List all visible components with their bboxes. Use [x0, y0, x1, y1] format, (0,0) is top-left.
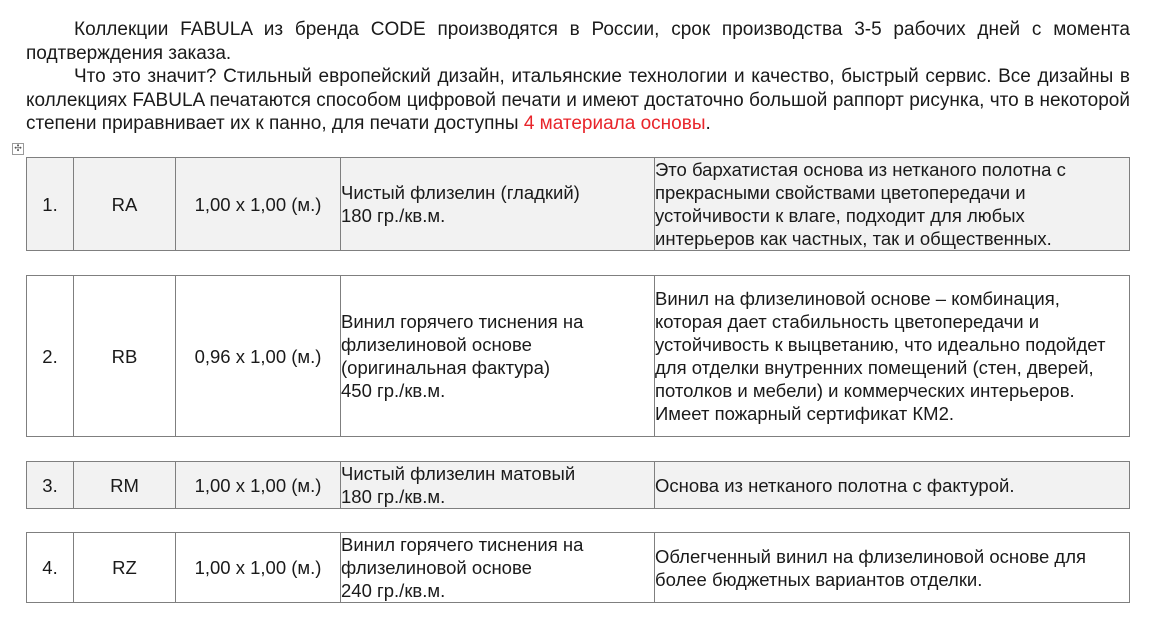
material-density: 240 гр./кв.м. — [341, 580, 446, 601]
intro-paragraph-2-text: Что это значит? Стильный европейский дизайн, итальянские технологии и качество, быстрый сервис. Все дизайны в коллекциях FABULA печатаются способом цифровой печати и имеют достаточно большой раппорт рисунка, что в некоторой степени приравнивает их к панно, для печати доступны — [26, 66, 1130, 134]
material-name — [341, 462, 655, 509]
material-size: 0,96 х 1,00 (м.) — [176, 276, 341, 437]
material-name — [341, 533, 655, 603]
material-number: 4. — [27, 533, 74, 603]
material-name-line: Чистый флизелин матовый — [341, 463, 576, 484]
intro-paragraph-2-end: . — [705, 113, 711, 134]
material-size: 1,00 х 1,00 (м.) — [176, 533, 341, 603]
table-row — [27, 462, 1130, 509]
material-description: Основа из нетканого полотна с фактурой. — [655, 462, 1130, 509]
material-number: 3. — [27, 462, 74, 509]
table-row — [27, 533, 1130, 603]
material-name-line: Чистый флизелин (гладкий) — [341, 182, 580, 203]
material-name — [341, 276, 655, 437]
intro-paragraph-1: Коллекции FABULA из бренда CODE производятся в России, срок производства 3-5 рабочих дней с момента подтверждения заказа. — [26, 19, 1130, 64]
intro-text — [26, 18, 1130, 136]
material-density: 180 гр./кв.м. — [341, 205, 446, 226]
move-cross-icon[interactable]: ✣ — [12, 143, 24, 155]
table-row — [27, 276, 1130, 437]
material-code: RA — [74, 158, 176, 251]
material-table-ra — [26, 157, 1130, 251]
material-code: RZ — [74, 533, 176, 603]
table-row — [27, 158, 1130, 251]
material-description: Винил на флизелиновой основе – комбинация, которая дает стабильность цветопередачи и устойчивость к выцветанию, что идеально подойдет для отделки внутренних помещений (стен, дверей, потолков и мебели) и коммерческих интерьеров. Имеет пожарный сертификат КМ2. — [655, 276, 1130, 437]
material-table-rb — [26, 275, 1130, 437]
material-code: RB — [74, 276, 176, 437]
material-density: 180 гр./кв.м. — [341, 486, 446, 507]
material-number: 1. — [27, 158, 74, 251]
material-name — [341, 158, 655, 251]
material-code: RM — [74, 462, 176, 509]
material-table-rz — [26, 532, 1130, 603]
materials-count-highlight: 4 материала основы — [523, 113, 706, 134]
material-number: 2. — [27, 276, 74, 437]
material-size: 1,00 х 1,00 (м.) — [176, 462, 341, 509]
material-size: 1,00 х 1,00 (м.) — [176, 158, 341, 251]
material-name-line: Винил горячего тиснения на флизелиновой основе (оригинальная фактура) — [341, 311, 584, 378]
material-description: Это бархатистая основа из нетканого полотна с прекрасными свойствами цветопередачи и устойчивости к влаге, подходит для любых интерьеров как частных, так и общественных. — [655, 158, 1130, 251]
intro-paragraph-2 — [26, 65, 1130, 136]
material-description: Облегченный винил на флизелиновой основе для более бюджетных вариантов отделки. — [655, 533, 1130, 603]
material-density: 450 гр./кв.м. — [341, 380, 446, 401]
material-table-rm — [26, 461, 1130, 509]
material-name-line: Винил горячего тиснения на флизелиновой основе — [341, 534, 584, 578]
